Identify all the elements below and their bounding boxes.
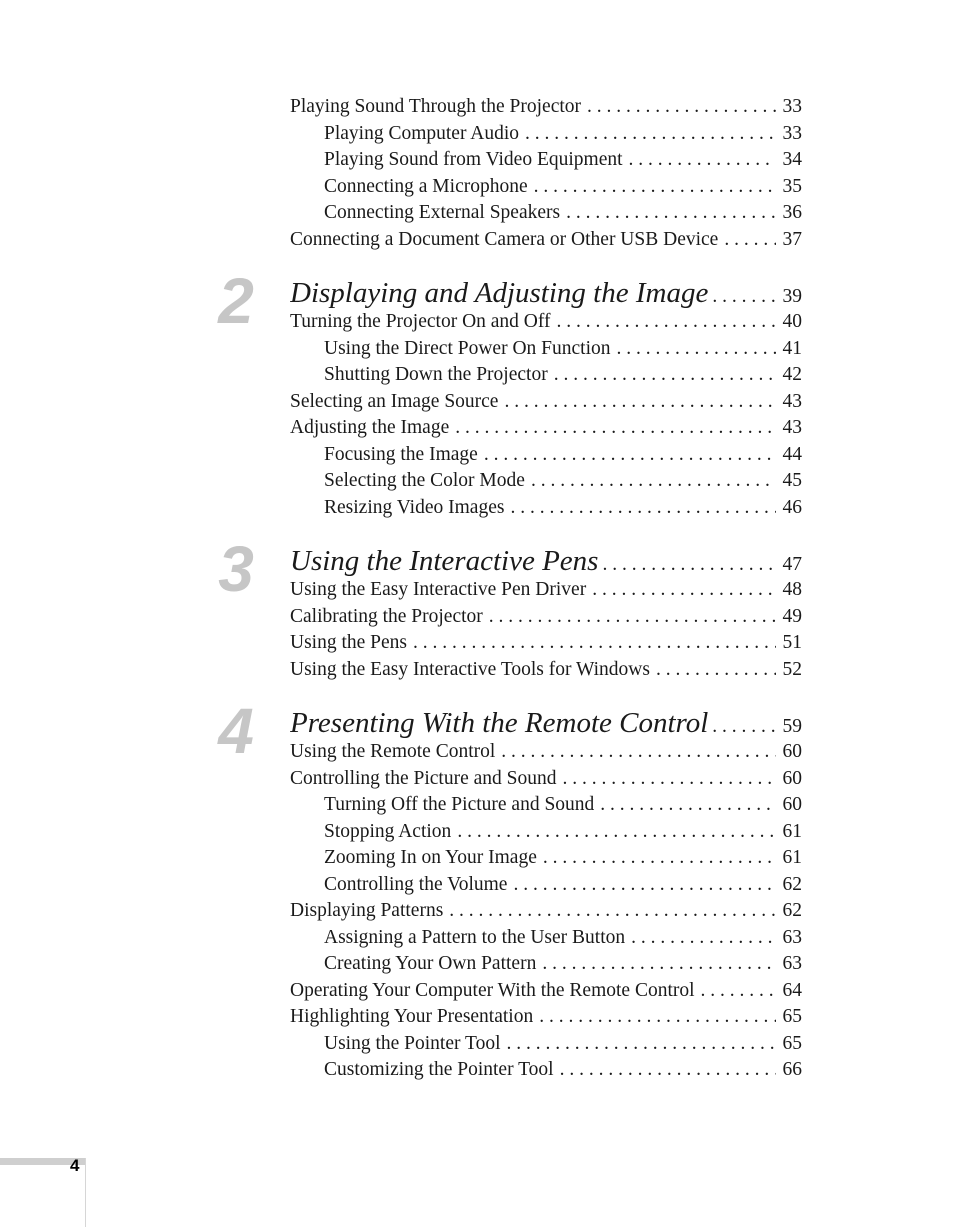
dot-leader <box>489 604 776 631</box>
dot-leader <box>712 281 776 309</box>
toc-entry[interactable] <box>290 1004 802 1031</box>
toc-entry[interactable] <box>290 577 802 604</box>
dot-leader <box>712 711 776 739</box>
toc-entry[interactable] <box>290 309 802 336</box>
dot-leader <box>557 309 776 336</box>
toc-entry-title: Playing Sound Through the Projector <box>290 96 582 117</box>
toc-entry-page: 63 <box>782 926 802 948</box>
toc-entry-page: 42 <box>782 364 802 385</box>
dot-leader <box>542 951 776 978</box>
toc-entry-page: 46 <box>782 496 802 518</box>
toc-entry-title: Assigning a Pattern to the User Button <box>324 926 626 948</box>
chapter-heading[interactable] <box>290 277 802 309</box>
toc-entry-title: Connecting External Speakers <box>324 202 561 223</box>
toc-entry-page: 51 <box>782 632 802 653</box>
toc-entry-page: 66 <box>782 1059 802 1080</box>
toc-entry-title: Controlling the Picture and Sound <box>290 767 557 789</box>
dot-leader <box>484 442 776 469</box>
toc-entry-title: Highlighting Your Presentation <box>290 1006 534 1027</box>
dot-leader <box>724 227 776 254</box>
toc-entry-title: Resizing Video Images <box>324 496 505 518</box>
toc-entry-page: 61 <box>782 847 802 868</box>
chapter-title: Displaying and Adjusting the Image <box>290 277 709 309</box>
dot-leader <box>506 1031 776 1058</box>
dot-leader <box>455 415 776 442</box>
toc-entry-title: Using the Remote Control <box>290 741 496 762</box>
chapter-page: 47 <box>782 554 802 575</box>
toc-entry-page: 60 <box>782 767 802 789</box>
toc-entry-title: Calibrating the Projector <box>290 605 483 627</box>
toc-entry[interactable] <box>290 951 802 978</box>
toc-entry-title: Using the Easy Interactive Tools for Windows <box>290 658 650 680</box>
toc-entry[interactable] <box>290 739 802 766</box>
toc-entry-page: 34 <box>782 149 802 170</box>
toc-entry-page: 43 <box>782 417 802 438</box>
dot-leader <box>510 495 776 522</box>
toc-entry-title: Selecting an Image Source <box>290 390 499 412</box>
toc-entry-page: 44 <box>782 443 802 465</box>
toc-entry[interactable] <box>290 94 802 121</box>
toc-entry-title: Playing Sound from Video Equipment <box>324 149 623 170</box>
dot-leader <box>449 898 776 925</box>
chapter-number: 3 <box>218 533 254 605</box>
toc-entry[interactable] <box>290 200 802 227</box>
toc-entry-title: Connecting a Microphone <box>324 175 528 197</box>
toc-entry[interactable] <box>290 468 802 495</box>
toc-entry[interactable] <box>290 845 802 872</box>
dot-leader <box>543 845 776 872</box>
dot-leader <box>629 147 776 174</box>
toc-entry-title: Displaying Patterns <box>290 900 444 921</box>
toc-entry[interactable] <box>290 604 802 631</box>
toc-entry[interactable] <box>290 1057 802 1084</box>
toc-entry-title: Zooming In on Your Image <box>324 847 537 868</box>
toc-entry[interactable] <box>290 792 802 819</box>
toc-entry-page: 49 <box>782 605 802 627</box>
toc-entry-page: 35 <box>782 175 802 197</box>
chapter-heading[interactable] <box>290 545 802 577</box>
toc-entry-page: 61 <box>782 820 802 842</box>
toc-entry-page: 60 <box>782 741 802 762</box>
toc-entry-title: Connecting a Document Camera or Other USB Device <box>290 228 719 250</box>
toc-entry-title: Using the Pens <box>290 632 407 653</box>
chapter-number: 2 <box>218 265 254 337</box>
toc-entry-page: 52 <box>782 658 802 680</box>
chapter-number: 4 <box>218 695 254 767</box>
toc-entry-title: Using the Direct Power On Function <box>324 337 611 359</box>
dot-leader <box>566 200 776 227</box>
toc-entry[interactable] <box>290 1031 802 1058</box>
chapter-page: 59 <box>782 716 802 737</box>
toc-entry-page: 65 <box>782 1006 802 1027</box>
toc-entry-page: 33 <box>782 96 802 117</box>
toc-entry-page: 43 <box>782 390 802 412</box>
toc-entry[interactable] <box>290 495 802 522</box>
toc-entry-title: Turning the Projector On and Off <box>290 311 551 332</box>
toc-entry-page: 45 <box>782 470 802 491</box>
dot-leader <box>531 468 776 495</box>
toc-entry-title: Stopping Action <box>324 820 452 842</box>
footer-divider <box>85 1158 86 1227</box>
toc-entry-page: 65 <box>782 1032 802 1054</box>
dot-leader <box>562 766 776 793</box>
toc-entry[interactable] <box>290 898 802 925</box>
dot-leader <box>560 1057 776 1084</box>
toc-entry-title: Shutting Down the Projector <box>324 364 548 385</box>
toc-entry[interactable] <box>290 389 802 416</box>
toc-entry-title: Creating Your Own Pattern <box>324 953 537 974</box>
dot-leader <box>656 657 776 684</box>
toc-entry[interactable] <box>290 336 802 363</box>
toc-entry[interactable] <box>290 121 802 148</box>
toc-entry-title: Selecting the Color Mode <box>324 470 525 491</box>
dot-leader <box>554 362 776 389</box>
toc-entry[interactable] <box>290 978 802 1005</box>
toc-entry[interactable] <box>290 657 802 684</box>
toc-entry-title: Customizing the Pointer Tool <box>324 1059 554 1080</box>
toc-entry[interactable] <box>290 630 802 657</box>
chapter-title: Presenting With the Remote Control <box>290 707 709 739</box>
toc-entry-page: 33 <box>782 122 802 144</box>
dot-leader <box>602 549 776 577</box>
toc-entry-page: 62 <box>782 873 802 895</box>
toc-entry-title: Playing Computer Audio <box>324 122 519 144</box>
table-of-contents <box>218 94 802 1084</box>
toc-entry-page: 36 <box>782 202 802 223</box>
toc-entry[interactable] <box>290 227 802 254</box>
toc-entry-title: Controlling the Volume <box>324 873 508 895</box>
toc-entry-page: 48 <box>782 579 802 600</box>
dot-leader <box>413 630 776 657</box>
toc-entry[interactable] <box>290 925 802 952</box>
dot-leader <box>525 121 776 148</box>
toc-entry[interactable] <box>290 766 802 793</box>
chapter-section <box>218 533 802 683</box>
toc-entry-title: Turning Off the Picture and Sound <box>324 794 595 815</box>
chapter-title: Using the Interactive Pens <box>290 545 599 577</box>
toc-chapters <box>218 265 802 1084</box>
dot-leader <box>504 389 776 416</box>
dot-leader <box>600 792 776 819</box>
dot-leader <box>501 739 776 766</box>
dot-leader <box>587 94 776 121</box>
toc-entry-title: Adjusting the Image <box>290 417 450 438</box>
toc-entry[interactable] <box>290 147 802 174</box>
dot-leader <box>701 978 776 1005</box>
dot-leader <box>457 819 776 846</box>
page-number: 4 <box>70 1156 80 1175</box>
toc-entry-page: 60 <box>782 794 802 815</box>
toc-lead-section <box>290 94 802 253</box>
toc-entry-page: 41 <box>782 337 802 359</box>
toc-entry-title: Focusing the Image <box>324 443 478 465</box>
chapter-heading[interactable] <box>290 707 802 739</box>
toc-entry-title: Using the Pointer Tool <box>324 1032 501 1054</box>
chapter-section <box>218 265 802 521</box>
toc-entry[interactable] <box>290 415 802 442</box>
toc-entry-title: Operating Your Computer With the Remote Control <box>290 979 695 1001</box>
toc-entry-title: Using the Easy Interactive Pen Driver <box>290 579 587 600</box>
dot-leader <box>534 174 776 201</box>
toc-entry-page: 40 <box>782 311 802 332</box>
toc-entry[interactable] <box>290 174 802 201</box>
toc-entry[interactable] <box>290 442 802 469</box>
dot-leader <box>513 872 776 899</box>
dot-leader <box>539 1004 776 1031</box>
toc-entry-page: 62 <box>782 900 802 921</box>
toc-entry-page: 37 <box>782 228 802 250</box>
chapter-page: 39 <box>782 286 802 307</box>
toc-entry[interactable] <box>290 362 802 389</box>
dot-leader <box>617 336 776 363</box>
toc-entry-page: 64 <box>782 979 802 1001</box>
toc-entry-page: 63 <box>782 953 802 974</box>
chapter-section <box>218 695 802 1084</box>
toc-entry[interactable] <box>290 819 802 846</box>
toc-entry[interactable] <box>290 872 802 899</box>
dot-leader <box>592 577 776 604</box>
dot-leader <box>631 925 776 952</box>
